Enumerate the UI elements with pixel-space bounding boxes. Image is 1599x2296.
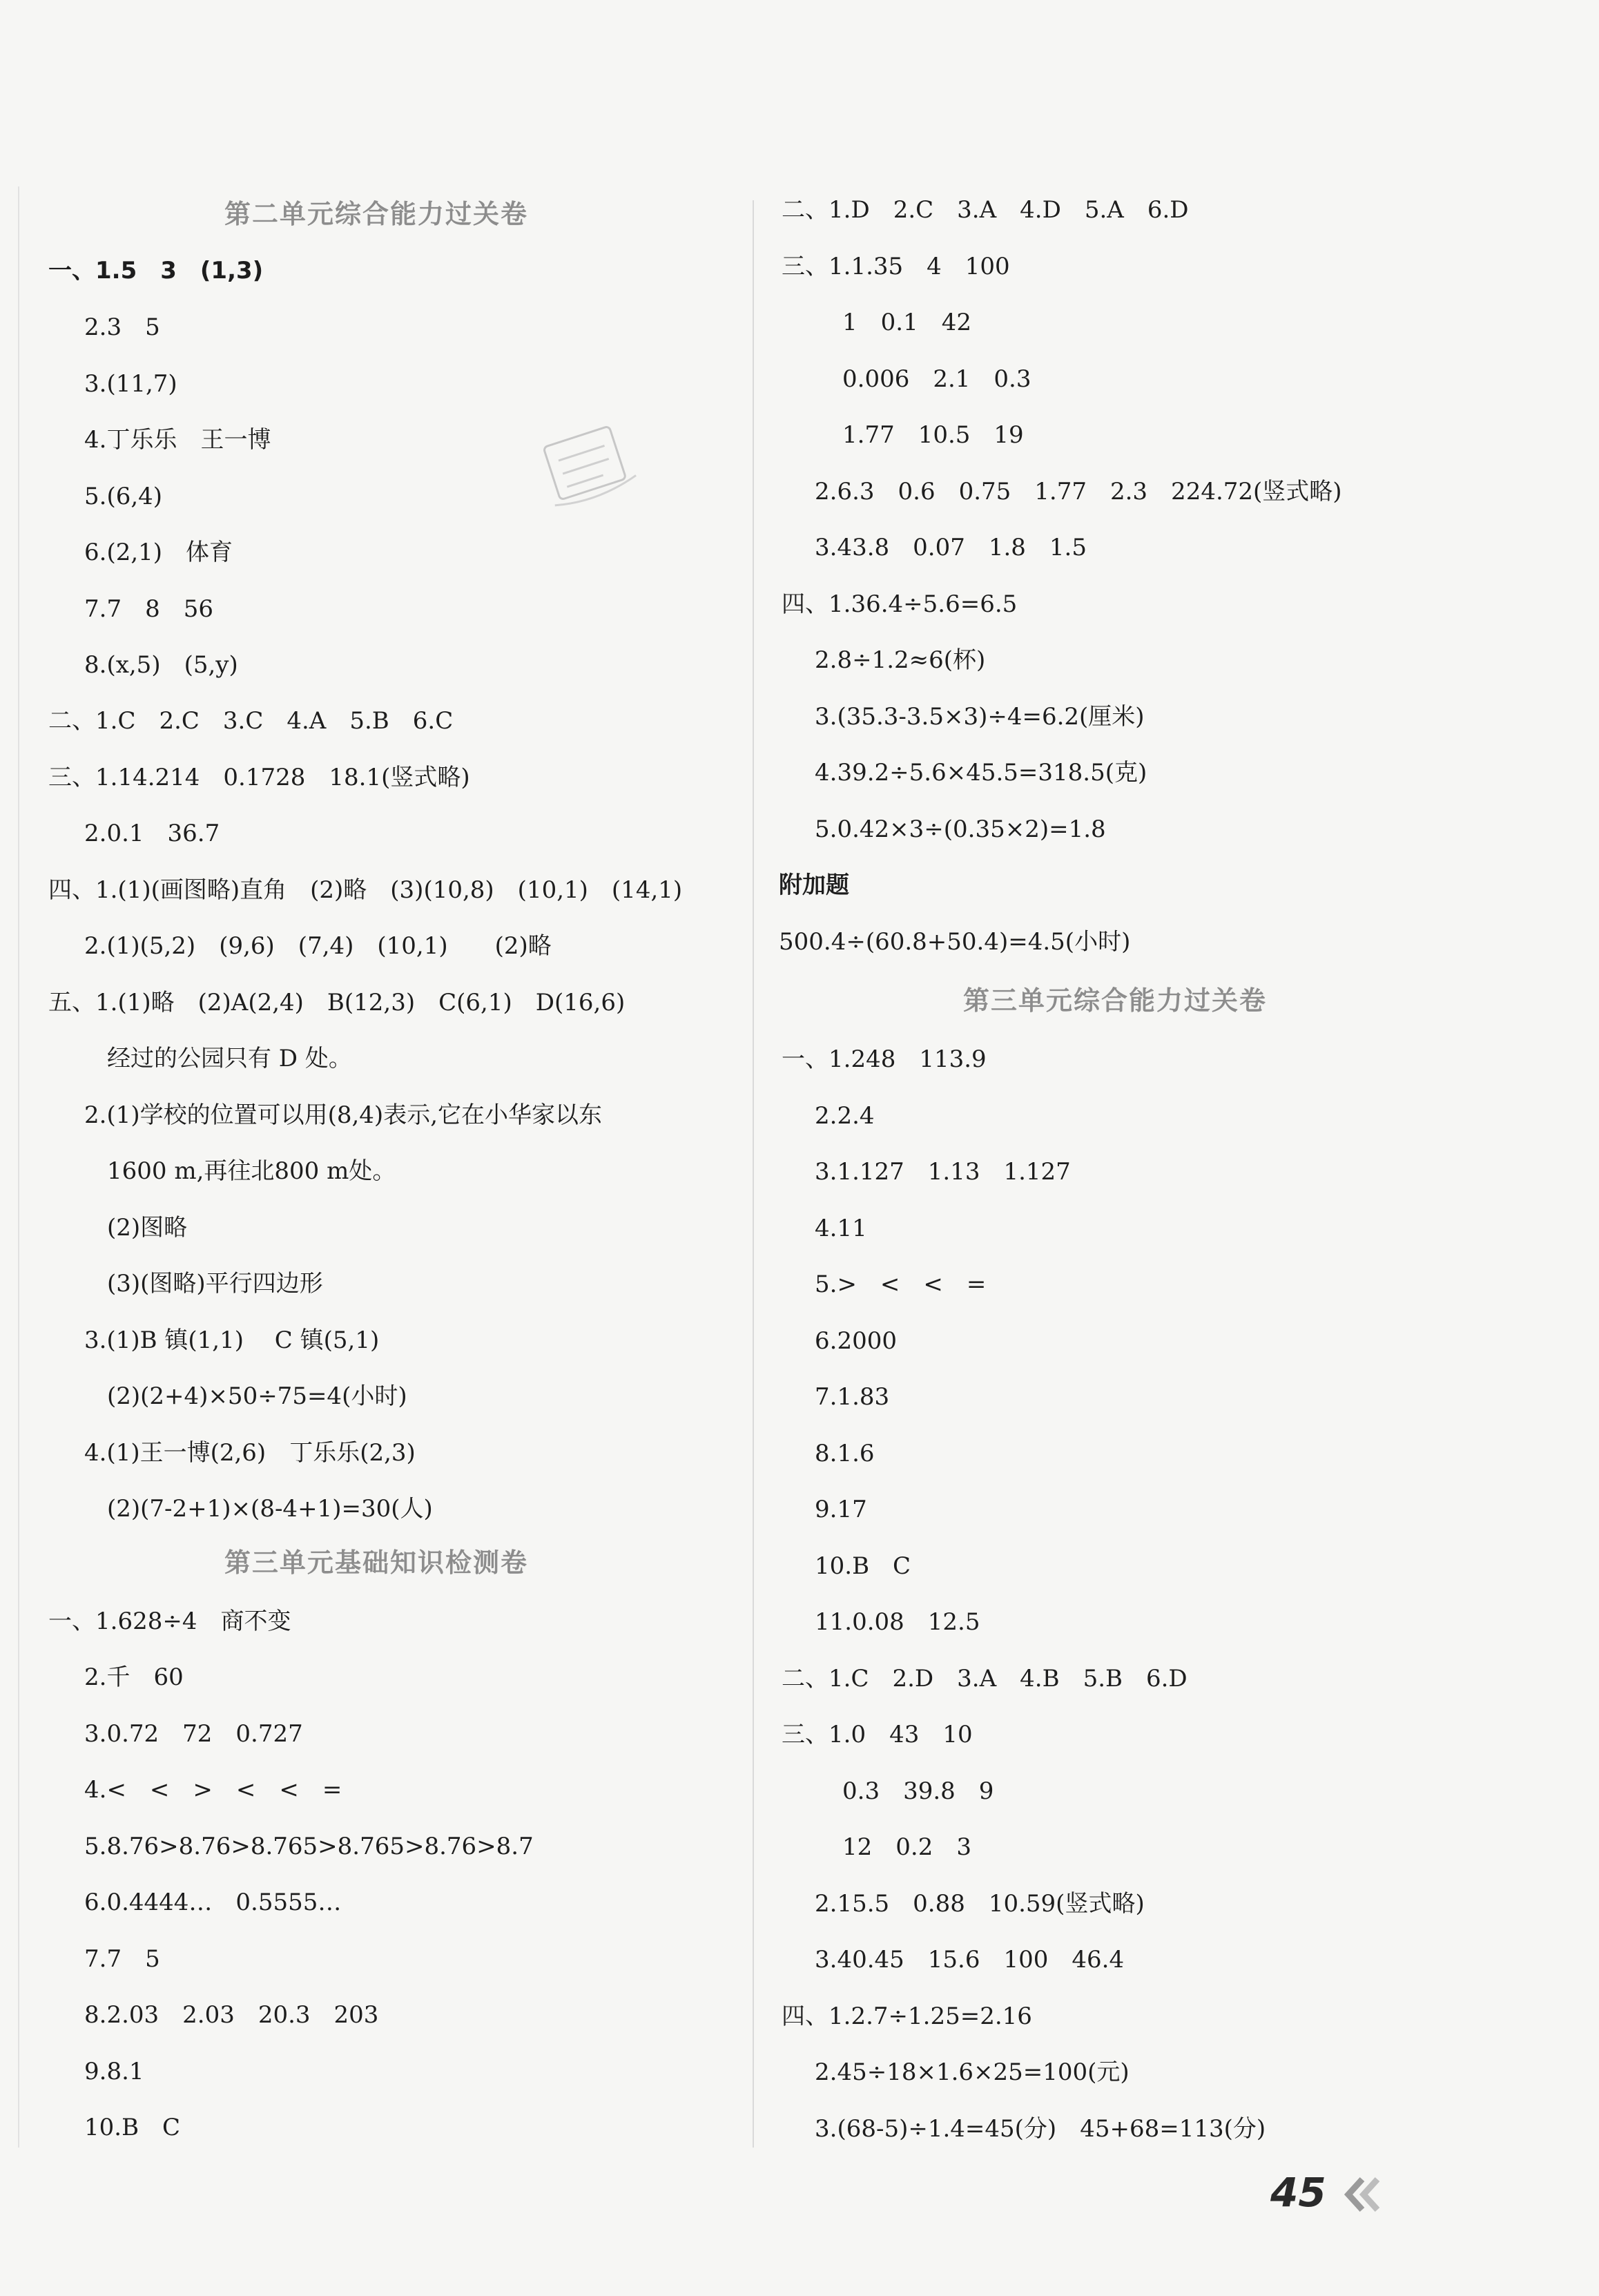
answer-line: 3.(11,7)	[84, 370, 177, 398]
section-title: 第三单元基础知识检测卷	[224, 1547, 528, 1578]
double-chevron-left-icon	[1343, 2174, 1384, 2215]
answer-line: 7.7 8 56	[84, 595, 213, 623]
answer-line: 3.1.127 1.13 1.127	[815, 1158, 1071, 1186]
answer-line: 2.千 60	[84, 1663, 184, 1691]
answer-line: 8.2.03 2.03 20.3 203	[84, 2001, 379, 2029]
answer-line: 三、1.0 43 10	[782, 1721, 973, 1748]
answer-line: 3.43.8 0.07 1.8 1.5	[815, 534, 1087, 561]
answer-line: 4.丁乐乐 王一博	[84, 426, 271, 454]
right-column	[753, 0, 1599, 2296]
answer-line: 11.0.08 12.5	[815, 1608, 980, 1636]
answer-line: 4.(1)王一博(2,6) 丁乐乐(2,3)	[84, 1439, 416, 1467]
answer-line: 1.77 10.5 19	[842, 421, 1024, 449]
answer-line: 5.8.76>8.76>8.765>8.765>8.76>8.7	[84, 1833, 534, 1860]
answer-line: 10.B C	[84, 2114, 181, 2141]
answer-line: 5.0.42×3÷(0.35×2)=1.8	[815, 816, 1106, 843]
answer-line: 9.8.1	[84, 2058, 144, 2085]
answer-line: 四、1.2.7÷1.25=2.16	[782, 2003, 1032, 2030]
answer-line: 2.15.5 0.88 10.59(竖式略)	[815, 1890, 1145, 1918]
answer-line: 3.(35.3-3.5×3)÷4=6.2(厘米)	[815, 703, 1145, 731]
answer-line: 10.B C	[815, 1552, 911, 1580]
answer-line: 1 0.1 42	[842, 309, 971, 336]
answer-line: 4.< < > < < =	[84, 1776, 342, 1804]
answer-line: 0.006 2.1 0.3	[842, 365, 1031, 393]
answer-line: 1600 m,再往北800 m处。	[107, 1157, 396, 1185]
section-title: 第二单元综合能力过关卷	[224, 199, 528, 229]
answer-line: 二、1.C 2.C 3.C 4.A 5.B 6.C	[48, 707, 454, 735]
answer-line: 2.8÷1.2≈6(杯)	[815, 646, 986, 674]
answer-line: 4.11	[815, 1215, 867, 1242]
answer-line: 6.2000	[815, 1327, 897, 1355]
answer-line: 3.0.72 72 0.727	[84, 1720, 303, 1748]
section-title: 第三单元综合能力过关卷	[962, 985, 1267, 1016]
answer-line: 2.(1)学校的位置可以用(8,4)表示,它在小华家以东	[84, 1101, 603, 1129]
answer-line: 一、1.628÷4 商不变	[48, 1608, 291, 1635]
answer-line: 8.1.6	[815, 1440, 875, 1467]
answer-line: 3.(1)B 镇(1,1) C 镇(5,1)	[84, 1327, 380, 1354]
answer-line: 0.3 39.8 9	[842, 1777, 994, 1805]
answer-line: 一、1.5 3 (1,3)	[48, 257, 264, 284]
answer-line: 9.17	[815, 1496, 867, 1523]
answer-line: 7.7 5	[84, 1945, 160, 1973]
answer-line: 2.(1)(5,2) (9,6) (7,4) (10,1) (2)略	[84, 932, 552, 960]
answer-line: 二、1.D 2.C 3.A 4.D 5.A 6.D	[782, 196, 1189, 224]
bonus-title: 附加题	[779, 871, 849, 899]
answer-line: 二、1.C 2.D 3.A 4.B 5.B 6.D	[782, 1665, 1188, 1692]
answer-line: 12 0.2 3	[842, 1833, 971, 1861]
answer-line: (2)(2+4)×50÷75=4(小时)	[107, 1382, 407, 1410]
answer-line: 2.45÷18×1.6×25=100(元)	[815, 2058, 1130, 2086]
answer-line: 2.6.3 0.6 0.75 1.77 2.3 224.72(竖式略)	[815, 478, 1342, 505]
answer-line: (2)图略	[107, 1214, 188, 1242]
answer-line: 500.4÷(60.8+50.4)=4.5(小时)	[779, 928, 1131, 956]
answer-line: 三、1.14.214 0.1728 18.1(竖式略)	[48, 764, 470, 791]
answer-line: 5.(6,4)	[84, 483, 163, 510]
answer-line: 8.(x,5) (5,y)	[84, 651, 238, 679]
answer-line: 四、1.36.4÷5.6=6.5	[782, 590, 1018, 618]
answer-line: 一、1.248 113.9	[782, 1045, 987, 1073]
stamp-graphic	[521, 413, 652, 526]
answer-line: 6.(2,1) 体育	[84, 539, 233, 566]
answer-line: (2)(7-2+1)×(8-4+1)=30(人)	[107, 1495, 433, 1523]
answer-line: (3)(图略)平行四边形	[107, 1270, 323, 1297]
answer-line: 五、1.(1)略 (2)A(2,4) B(12,3) C(6,1) D(16,6)	[48, 989, 626, 1016]
page-number: 45	[1270, 2169, 1326, 2216]
answer-line: 5.> < < =	[815, 1271, 987, 1298]
answer-line: 经过的公园只有 D 处。	[107, 1045, 352, 1072]
answer-line: 2.2.4	[815, 1102, 875, 1130]
answer-line: 三、1.1.35 4 100	[782, 253, 1010, 280]
answer-line: 6.0.4444… 0.5555…	[84, 1889, 342, 1916]
answer-line: 3.40.45 15.6 100 46.4	[815, 1946, 1125, 1974]
answer-line: 4.39.2÷5.6×45.5=318.5(克)	[815, 759, 1147, 787]
answer-line: 2.3 5	[84, 313, 160, 341]
answer-line: 2.0.1 36.7	[84, 820, 220, 847]
answer-line: 3.(68-5)÷1.4=45(分) 45+68=113(分)	[815, 2115, 1266, 2143]
answer-line: 7.1.83	[815, 1383, 890, 1411]
left-column	[0, 0, 753, 2296]
answer-line: 四、1.(1)(画图略)直角 (2)略 (3)(10,8) (10,1) (14,1)	[48, 876, 683, 904]
